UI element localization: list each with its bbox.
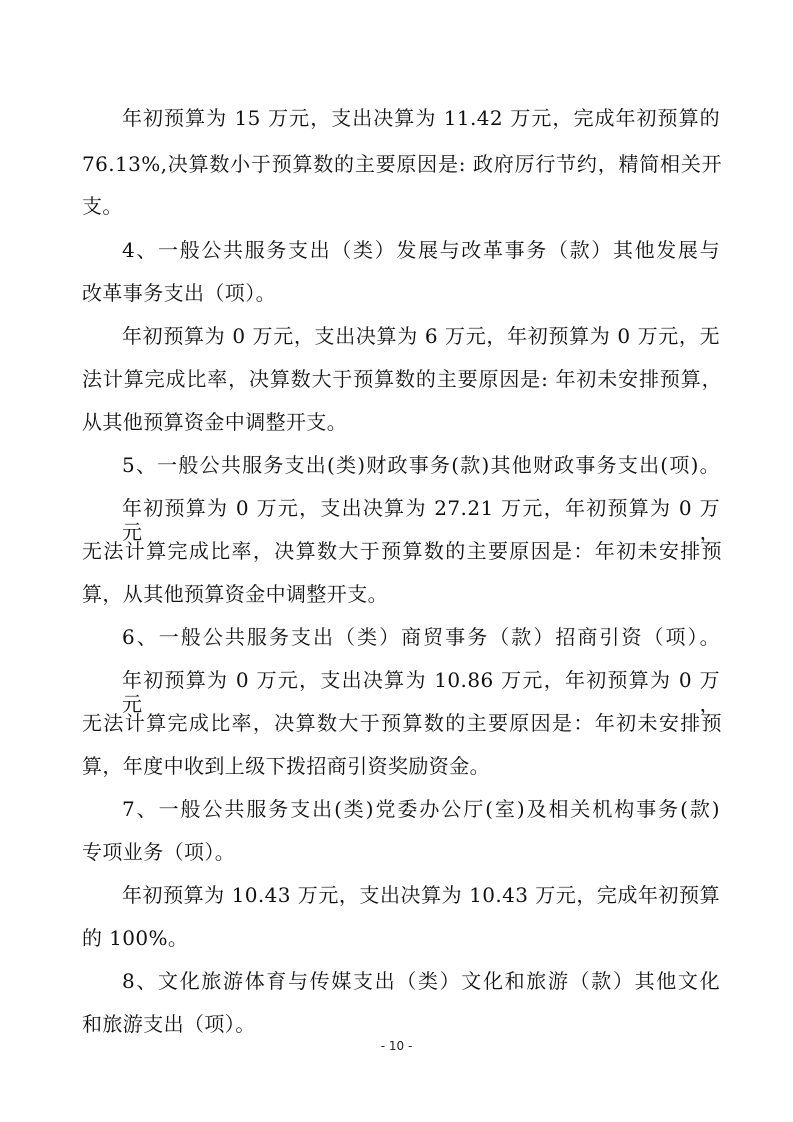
text-line: 76.13%,决算数小于预算数的主要原因是: 政府厉行节约，精简相关开 xyxy=(82,152,722,176)
text-line: 7、一般公共服务支出(类)党委办公厅(室)及相关机构事务(款) xyxy=(122,797,720,821)
text-line: 6、一般公共服务支出（类）商贸事务（款）招商引资（项）。 xyxy=(122,625,720,649)
text-line: 年初预算为 15 万元，支出决算为 11.42 万元，完成年初预算的 xyxy=(122,106,720,130)
text-line: 算，从其他预算资金中调整开支。 xyxy=(82,582,388,606)
text-line: 无法计算完成比率，决算数大于预算数的主要原因是：年初未安排预 xyxy=(82,539,722,563)
text-line: 8、文化旅游体育与传媒支出（类）文化和旅游（款）其他文化 xyxy=(122,969,720,993)
text-line: 专项业务（项）。 xyxy=(82,840,236,864)
text-line: 5、一般公共服务支出(类)财政事务(款)其他财政事务支出(项)。 xyxy=(122,453,720,477)
text-line: 年初预算为 0 万元，支出决算为 6 万元，年初预算为 0 万元，无 xyxy=(122,324,720,348)
text-line: 年初预算为 10.43 万元，支出决算为 10.43 万元，完成年初预算 xyxy=(122,883,720,907)
text-line: 法计算完成比率，决算数大于预算数的主要原因是: 年初未安排预算， xyxy=(82,367,722,391)
text-line: 年初预算为 0 万元，支出决算为 27.21 万元，年初预算为 0 万元， xyxy=(122,496,720,544)
text-line: 改革事务支出（项）。 xyxy=(82,281,276,305)
text-line: 和旅游支出（项）。 xyxy=(82,1012,256,1036)
text-line: 支。 xyxy=(82,194,123,218)
text-line: 4、一般公共服务支出（类）发展与改革事务（款）其他发展与 xyxy=(122,238,720,262)
text-line: 的 100%。 xyxy=(82,926,189,950)
text-line: 年初预算为 0 万元，支出决算为 10.86 万元，年初预算为 0 万元， xyxy=(122,668,720,716)
text-line: 算，年度中收到上级下拨招商引资奖励资金。 xyxy=(82,754,490,778)
text-line: 无法计算完成比率，决算数大于预算数的主要原因是：年初未安排预 xyxy=(82,711,722,735)
text-line: 从其他预算资金中调整开支。 xyxy=(82,410,348,434)
page-number: - 10 - xyxy=(380,1039,413,1053)
